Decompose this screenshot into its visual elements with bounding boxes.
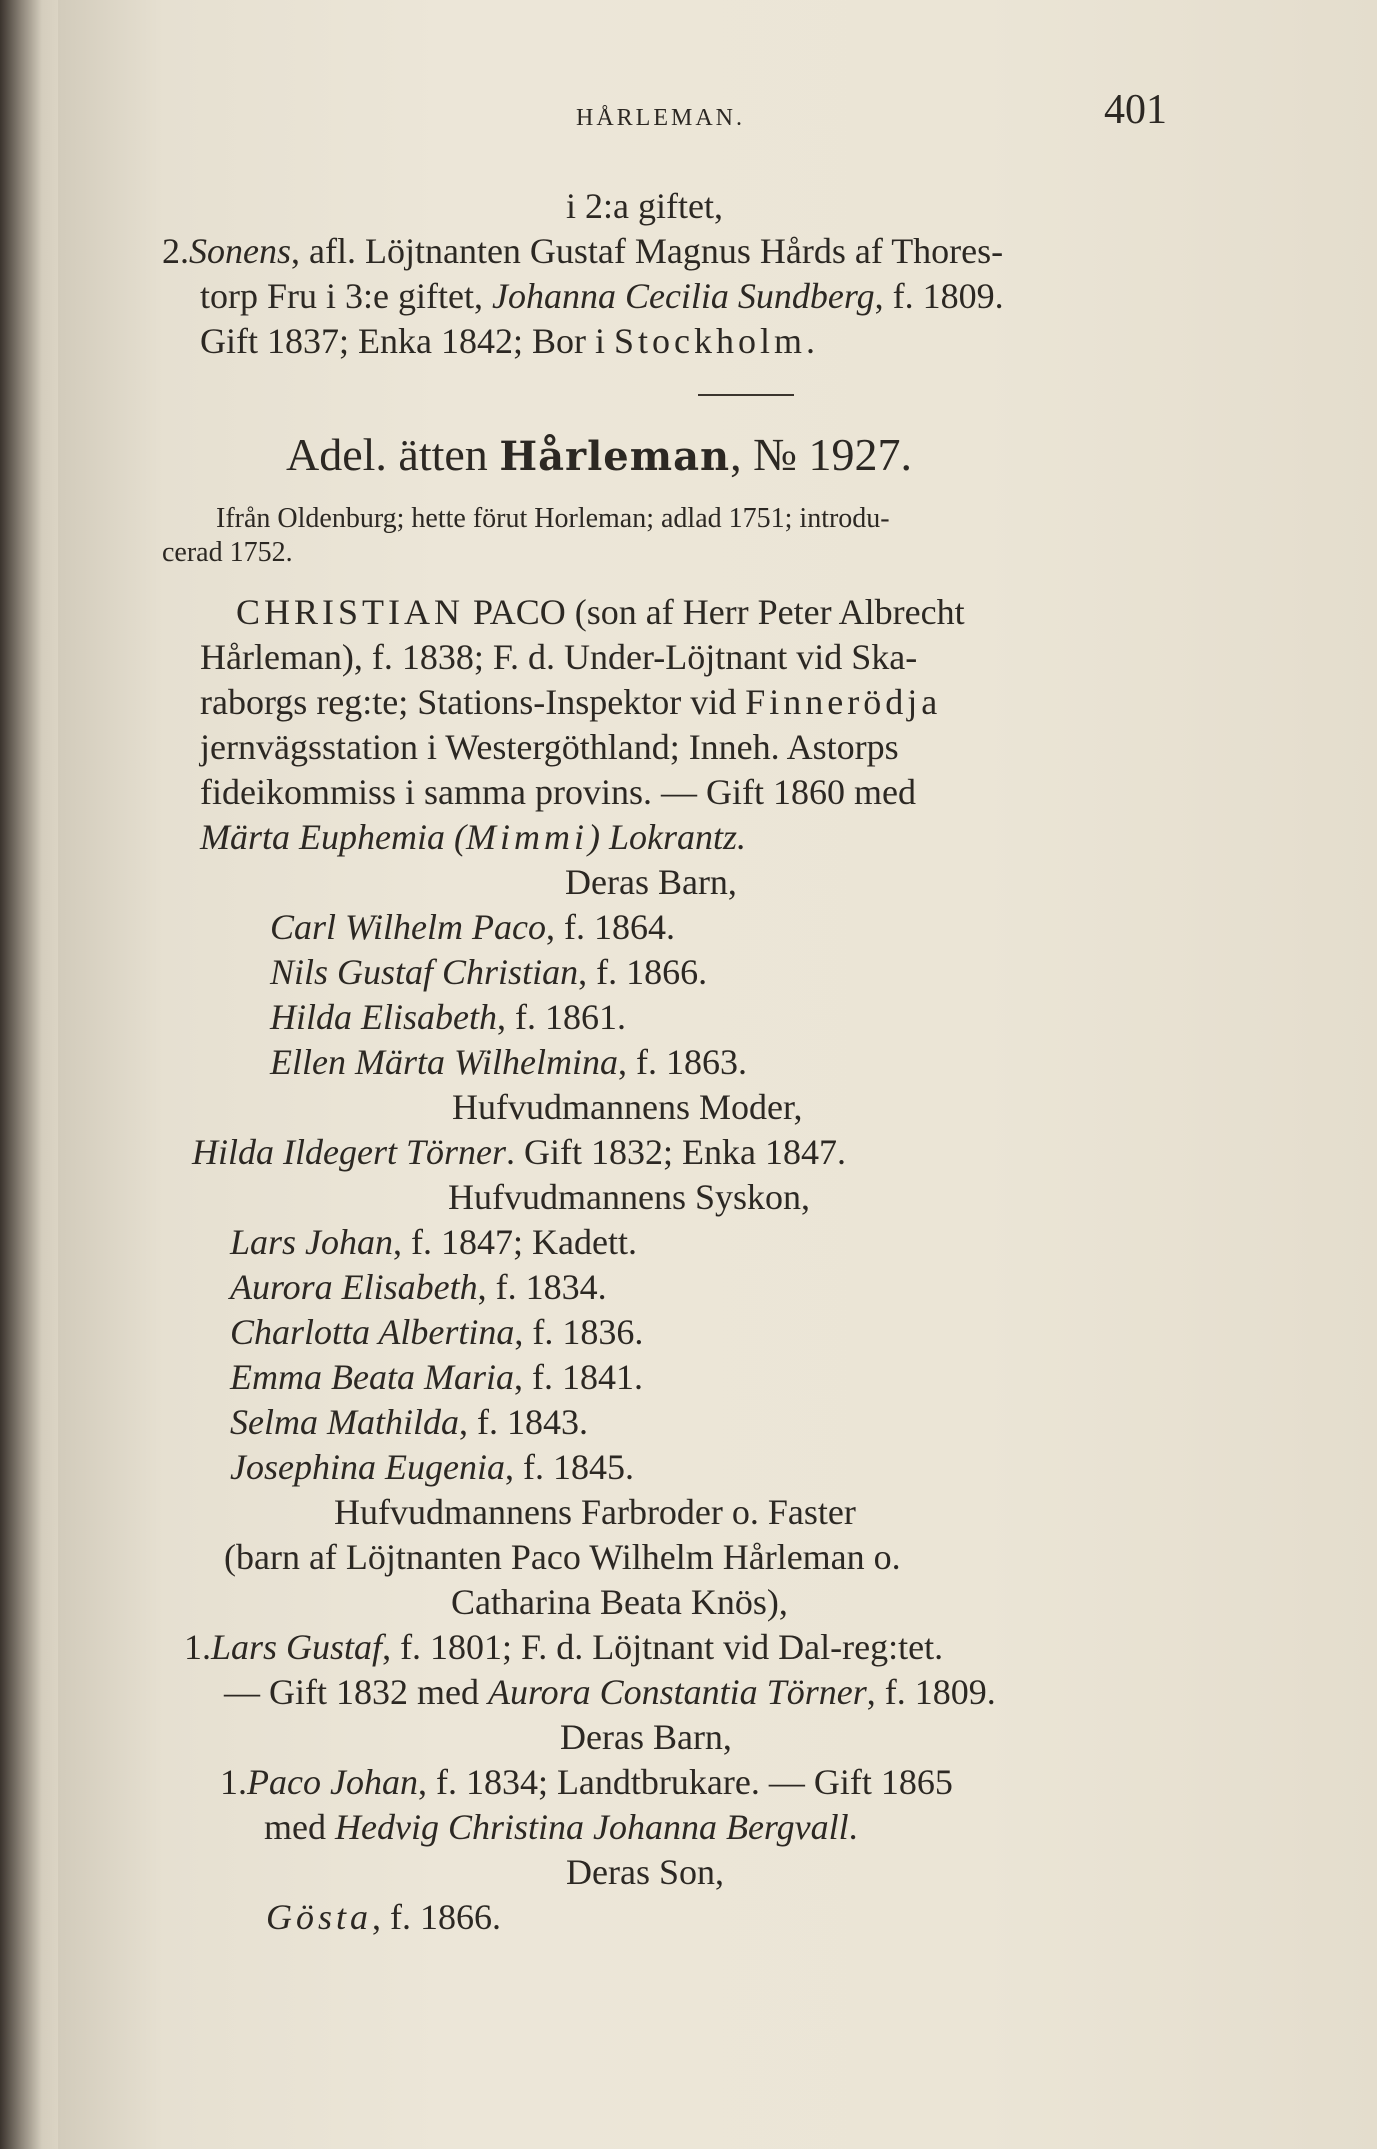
list-item: Hilda Ildegert Törner. Gift 1832; Enka 1847. [192, 1132, 846, 1172]
list-item: Aurora Elisabeth, f. 1834. [230, 1267, 607, 1307]
text-line: fideikommiss i samma provins. — Gift 1860 med [200, 772, 916, 812]
text-line: torp Fru i 3:e giftet, Johanna Cecilia Sundberg, f. 1809. [200, 276, 1004, 316]
running-head: HÅRLEMAN. [576, 105, 745, 131]
list-item: Josephina Eugenia, f. 1845. [230, 1447, 634, 1487]
list-item: Ellen Märta Wilhelmina, f. 1863. [270, 1042, 747, 1082]
text-line: med Hedvig Christina Johanna Bergvall. [264, 1807, 858, 1847]
text-line: CHRISTIAN PACO (son af Herr Peter Albrecht [236, 592, 965, 632]
section-title: Hufvudmannens Moder, [452, 1087, 803, 1127]
list-item: Carl Wilhelm Paco, f. 1864. [270, 907, 675, 947]
list-item: Charlotta Albertina, f. 1836. [230, 1312, 644, 1352]
intro-line: Ifrån Oldenburg; hette förut Horleman; adlad 1751; introdu- [216, 503, 890, 534]
text-line: Catharina Beata Knös), [451, 1582, 788, 1622]
text-line: jernvägsstation i Westergöthland; Inneh. Astorps [200, 727, 899, 767]
list-item: Lars Johan, f. 1847; Kadett. [230, 1222, 637, 1262]
text-line: (barn af Löjtnanten Paco Wilhelm Hårleman o. [224, 1537, 901, 1577]
text-line: Hårleman), f. 1838; F. d. Under-Löjtnant vid Ska- [200, 637, 918, 677]
list-item: Hilda Elisabeth, f. 1861. [270, 997, 626, 1037]
section-title: Deras Barn, [560, 1717, 732, 1757]
list-item: 1.Paco Johan, f. 1834; Landtbrukare. — Gift 1865 [220, 1762, 953, 1802]
intro-line: cerad 1752. [162, 537, 293, 568]
list-item: Emma Beata Maria, f. 1841. [230, 1357, 643, 1397]
text-line: i 2:a giftet, [566, 186, 723, 226]
section-divider [698, 394, 794, 396]
list-item: Nils Gustaf Christian, f. 1866. [270, 952, 708, 992]
list-item: 1.Lars Gustaf, f. 1801; F. d. Löjtnant vid Dal-reg:tet. [184, 1627, 944, 1667]
book-spine [0, 0, 60, 2149]
section-title: Deras Son, [566, 1852, 724, 1892]
text-line: raborgs reg:te; Stations-Inspektor vid Finnerödja [200, 682, 942, 722]
list-item: Selma Mathilda, f. 1843. [230, 1402, 588, 1442]
list-item: Gösta, f. 1866. [266, 1897, 502, 1937]
text-line: Märta Euphemia (Mimmi) Lokrantz. [200, 817, 746, 857]
text-line: — Gift 1832 med Aurora Constantia Törner, f. 1809. [224, 1672, 996, 1712]
page-number: 401 [1104, 87, 1167, 133]
book-page [58, 0, 1377, 2149]
family-heading: Adel. ätten Hårleman, № 1927. [286, 429, 912, 480]
text-line: Gift 1837; Enka 1842; Bor i Stockholm. [200, 321, 815, 361]
section-title: Hufvudmannens Syskon, [448, 1177, 810, 1217]
section-title: Deras Barn, [565, 862, 737, 902]
section-title: Hufvudmannens Farbroder o. Faster [334, 1492, 856, 1532]
text-line: 2.Sonens, afl. Löjtnanten Gustaf Magnus Hårds af Thores- [162, 231, 1004, 271]
